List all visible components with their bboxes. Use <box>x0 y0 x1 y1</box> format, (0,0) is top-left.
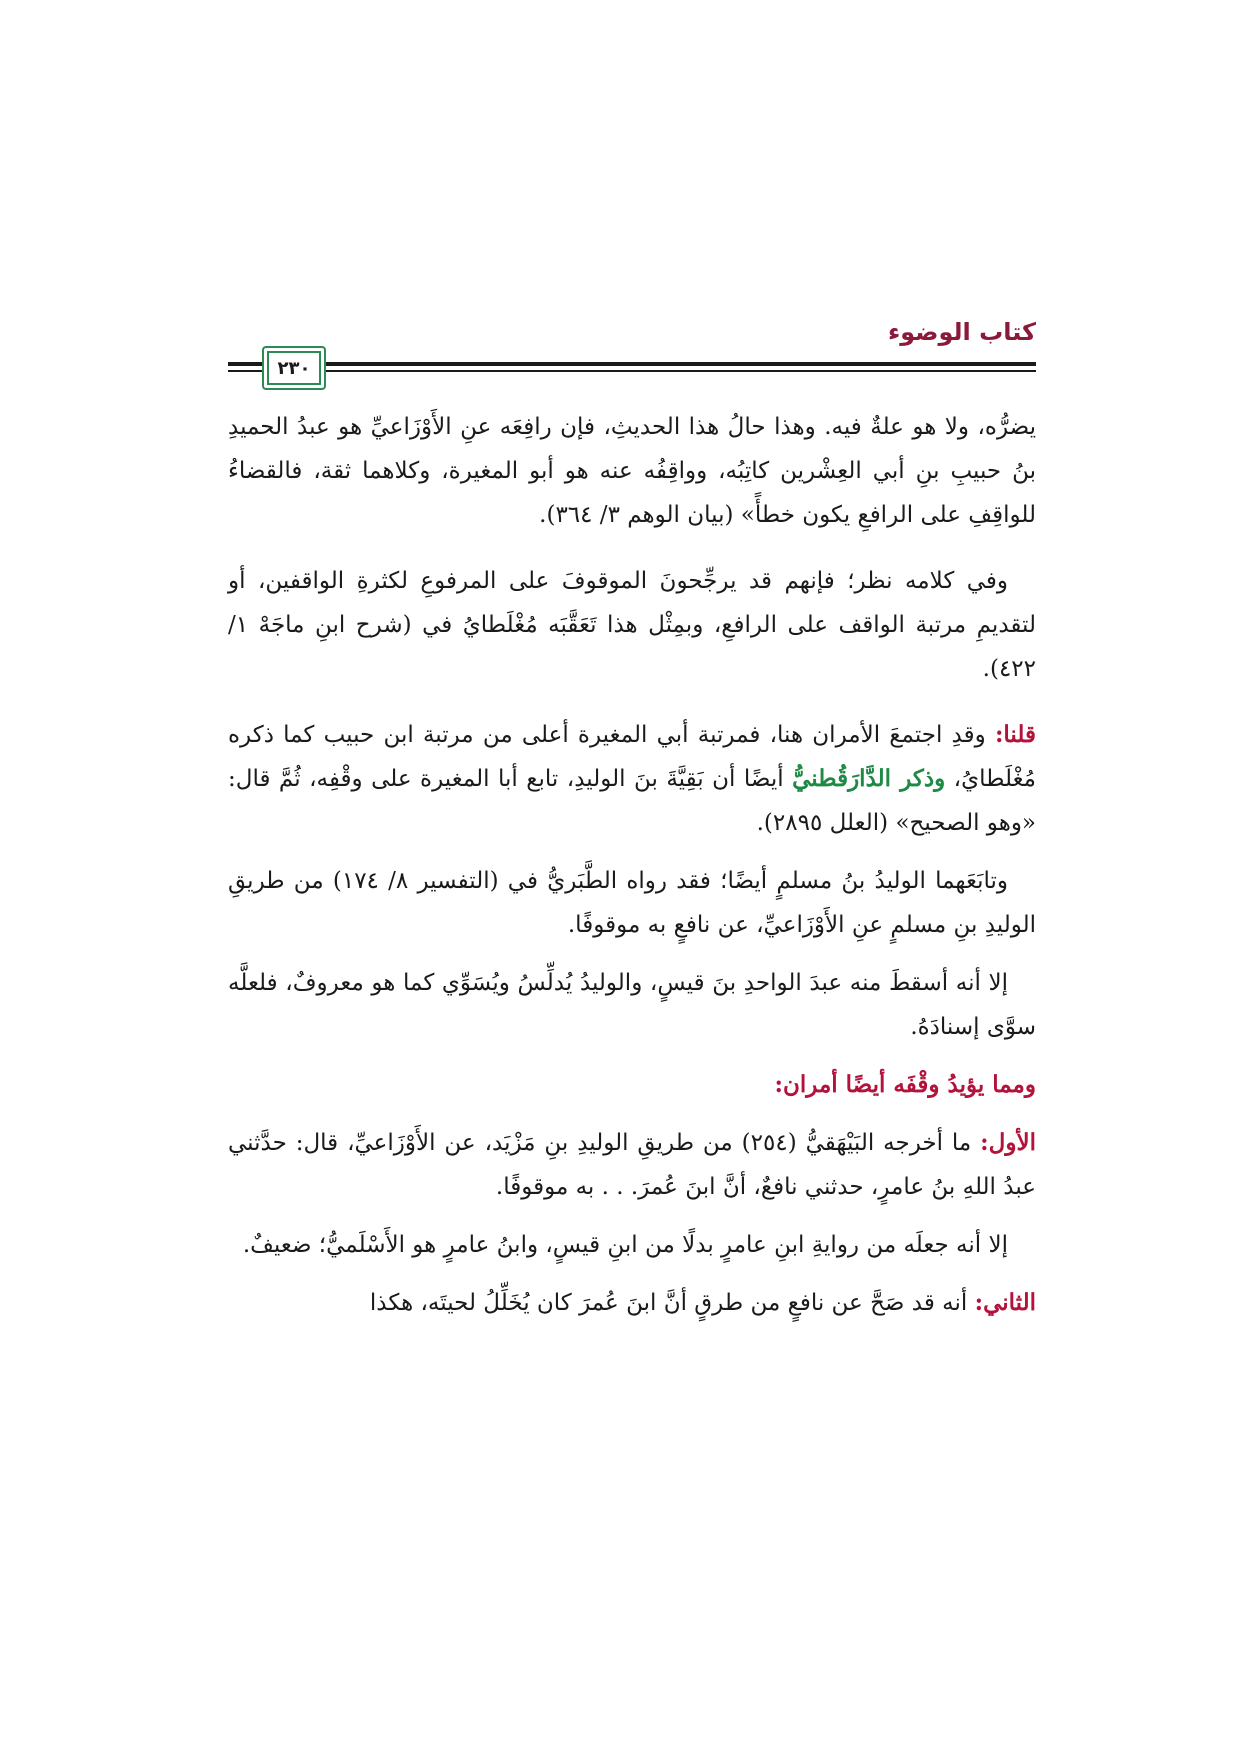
paragraph-3-lead: قلنا: <box>994 721 1036 748</box>
paragraph-7: إلا أنه جعلَه من روايةِ ابنِ عامرٍ بدلًا من ابنِ قيسٍ، وابنُ عامرٍ هو الأَسْلَميُّ؛ ضعيفٌ. <box>242 1232 1008 1258</box>
paragraph-8 <box>228 1281 1036 1325</box>
paragraph-8-text: أنه قد صَحَّ عن نافعٍ من طرقٍ أنَّ ابنَ عُمرَ كان يُخَلِّلُ لحيتَه، هكذا <box>369 1290 975 1316</box>
page-number: ٢٣٠ <box>277 357 311 379</box>
paragraph-6-text: ما أخرجه البَيْهَقيُّ (٢٥٤) من طريقِ الوليدِ بنِ مَزْيَد، عن الأَوْزَاعيِّ، قال: حدَّثني عبدُ اللهِ بنُ عامرٍ، حدثني نافعٌ، أنَّ ابنَ عُمرَ. . . به موقوفًا. <box>228 1130 1036 1200</box>
paragraph-3-text-b: أيضًا أن بَقِيَّةَ بنَ الوليدِ، تابع أبا المغيرة على وقْفِه، ثُمَّ قال: «وهو الصحيح» (العلل ٢٨٩٥). <box>228 766 1036 836</box>
header-rule-thin <box>228 370 1036 372</box>
paragraph-2: وفي كلامه نظر؛ فإنهم قد يرجِّحونَ الموقوفَ على المرفوعِ لكثرةِ الواقفين، أو لتقديمِ مرتبة الواقف على الرافعِ، وبمِثْل هذا تَعَقَّبَه مُغْلَطايُ في (شرح ابنِ ماجَهْ ١/ ٤٢٢). <box>228 568 1036 682</box>
paragraph-8-lead: الثاني: <box>974 1289 1036 1316</box>
header-rule-thick <box>228 362 1036 366</box>
paragraph-5: إلا أنه أسقطَ منه عبدَ الواحدِ بنَ قيسٍ، والوليدُ يُدلِّسُ ويُسَوِّي كما هو معروفٌ، فلعلَّه سوَّى إسنادَهُ. <box>228 970 1036 1040</box>
book-title: كتاب الوضوء <box>887 318 1036 346</box>
paragraph-3 <box>228 713 1036 845</box>
paragraph-1: يضرُّه، ولا هو علةٌ فيه. وهذا حالُ هذا الحديثِ، فإن رافِعَه عنِ الأَوْزَاعيِّ هو عبدُ الحميدِ بنُ حبيبِ بنِ أبي العِشْرين كاتِبُه، وواقِفُه عنه هو أبو المغيرة، وكلاهما ثقة، فالقضاءُ للواقِفِ على الرافعِ يكون خطأً» (بيان الوهم ٣/ ٣٦٤). <box>228 414 1036 528</box>
paragraph-3-highlight: وذكر الدَّارَقُطنيُّ <box>792 765 946 792</box>
section-heading: ومما يؤيدُ وقْفَه أيضًا أمران: <box>774 1071 1036 1098</box>
paragraph-3-text-a: وقدِ اجتمعَ الأمران هنا، فمرتبة أبي المغيرة أعلى من مرتبة ابن حبيب كما ذكره مُغْلَطايُ، <box>228 722 1037 792</box>
body-text <box>228 405 1036 1339</box>
paragraph-6 <box>228 1121 1036 1209</box>
paragraph-6-lead: الأول: <box>980 1129 1036 1156</box>
paragraph-4: وتابَعَهما الوليدُ بنُ مسلمٍ أيضًا؛ فقد رواه الطَّبَريُّ في (التفسير ٨/ ١٧٤) من طريقِ الوليدِ بنِ مسلمٍ عنِ الأَوْزَاعيِّ، عن نافعٍ به موقوفًا. <box>228 868 1036 938</box>
running-header <box>228 318 1036 388</box>
page-number-badge <box>262 346 326 390</box>
